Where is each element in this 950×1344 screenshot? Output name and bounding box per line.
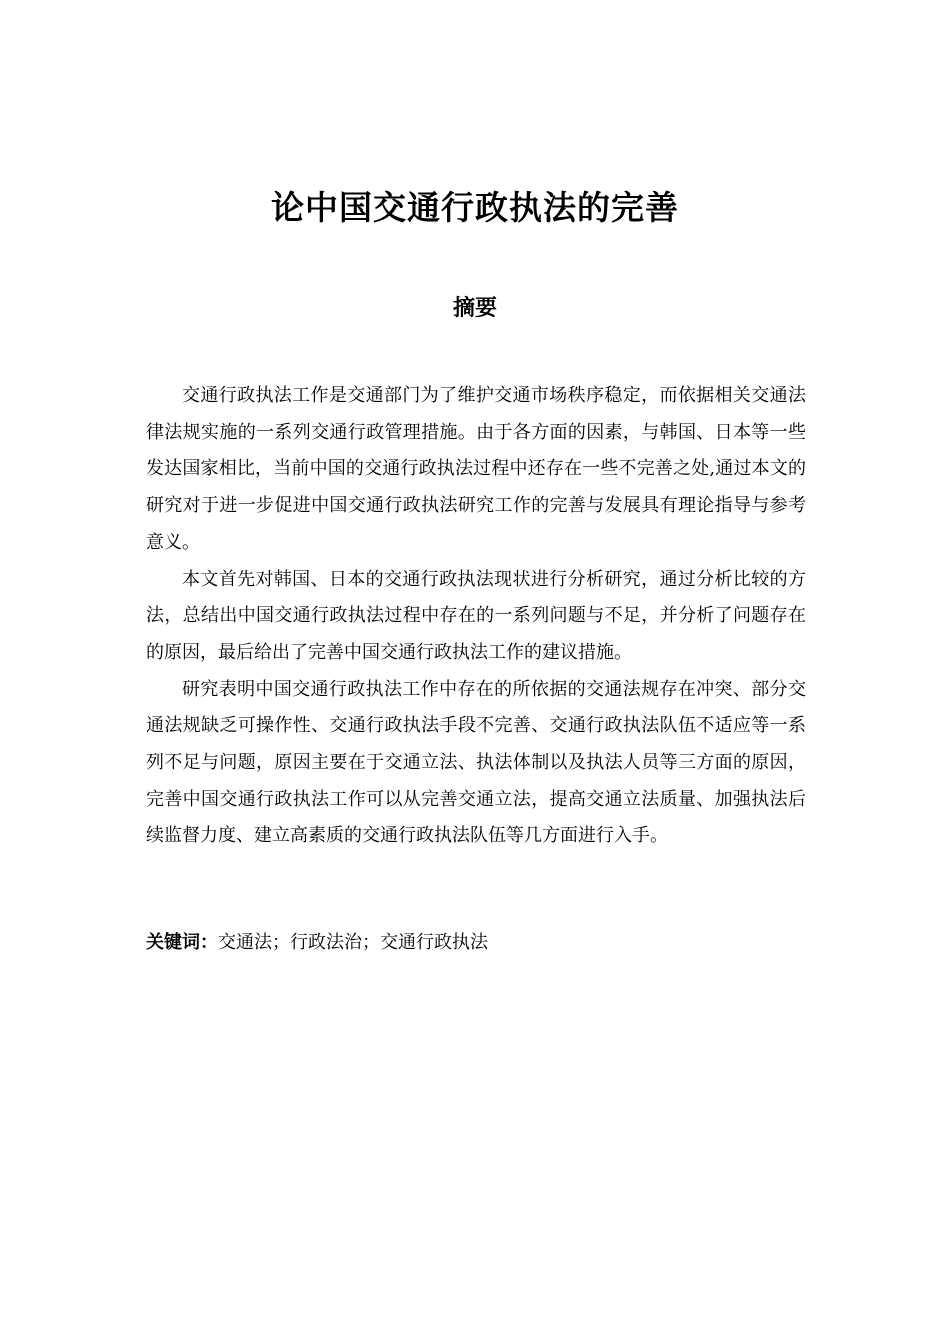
abstract-paragraph: 交通行政执法工作是交通部门为了维护交通市场秩序稳定，而依据相关交通法律法规实施的一系列交通行政管理措施。由于各方面的因素，与韩国、日本等一些发达国家相比，当前中国的交通行政执法过程中还存在一些不完善之处,通过本文的研究对于进一步促进中国交通行政执法研究工作的完善与发展具有理论指导与参考意义。 bbox=[146, 385, 806, 553]
keywords-label: 关键词： bbox=[146, 932, 218, 953]
abstract-paragraph: 研究表明中国交通行政执法工作中存在的所依据的交通法规存在冲突、部分交通法规缺乏可操作性、交通行政执法手段不完善、交通行政执法队伍不适应等一系列不足与问题，原因主要在于交通立法、执法体制以及执法人员等三方面的原因，完善中国交通行政执法工作可以从完善交通立法，提高交通立法质量、加强执法后续监督力度、建立高素质的交通行政执法队伍等几方面进行入手。 bbox=[146, 678, 806, 847]
keywords-text: 交通法；行政法治；交通行政执法 bbox=[218, 932, 488, 953]
document-title: 论中国交通行政执法的完善 bbox=[271, 188, 679, 227]
keywords-line bbox=[146, 929, 806, 957]
abstract-heading: 摘要 bbox=[452, 296, 497, 321]
abstract-body bbox=[146, 378, 806, 855]
abstract-paragraph: 本文首先对韩国、日本的交通行政执法现状进行分析研究，通过分析比较的方法，总结出中国交通行政执法过程中存在的一系列问题与不足，并分析了问题存在的原因，最后给出了完善中国交通行政执法工作的建议措施。 bbox=[146, 568, 806, 663]
